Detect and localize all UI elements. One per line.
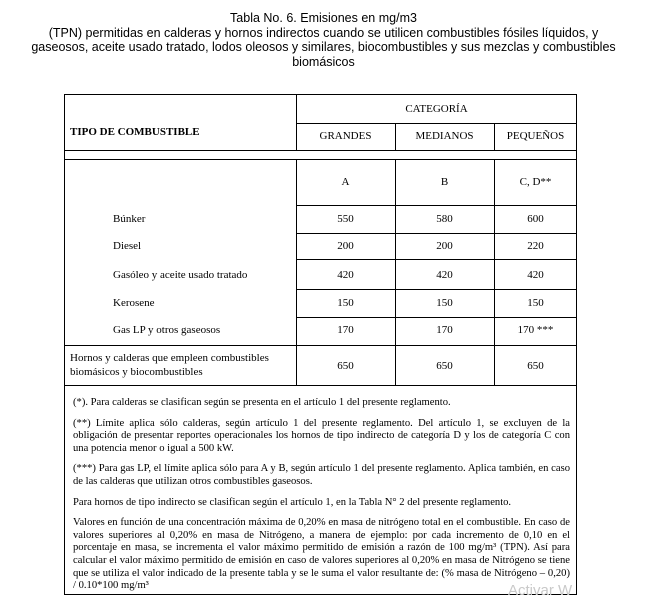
category-letter: B bbox=[440, 176, 449, 188]
table-cell: 170 *** bbox=[517, 324, 554, 336]
footnote: Para hornos de tipo indirecto se clasifican según el artículo 1, en la Tabla N° 2 del presente reglamento. bbox=[73, 496, 512, 508]
emissions-table bbox=[64, 94, 577, 595]
row-divider bbox=[296, 259, 577, 260]
category-header: CATEGORÍA bbox=[405, 103, 468, 115]
row-divider bbox=[296, 205, 577, 206]
table-cell: 550 bbox=[337, 213, 354, 225]
category-divider bbox=[296, 123, 577, 124]
caption-title: Tabla No. 6. Emisiones en mg/m3 bbox=[230, 11, 417, 25]
fuel-label: Gas LP y otros gaseosos bbox=[113, 324, 221, 336]
table-cell: 170 bbox=[436, 324, 453, 336]
row-divider bbox=[296, 289, 577, 290]
column-header-grandes: GRANDES bbox=[319, 130, 372, 142]
fuel-label-biomass: biomásicos y biocombustibles bbox=[70, 366, 203, 378]
table-cell: 420 bbox=[337, 269, 354, 281]
table-cell: 650 bbox=[527, 360, 544, 372]
caption-line: (TPN) permitidas en calderas y hornos indirectos cuando se utilicen combustibles fósiles líquidos, y bbox=[48, 25, 599, 40]
column-header-medianos: MEDIANOS bbox=[415, 130, 474, 142]
table-cell: 150 bbox=[527, 297, 544, 309]
fuel-label-biomass: Hornos y calderas que empleen combustibles bbox=[70, 352, 269, 364]
table-cell: 650 bbox=[436, 360, 453, 372]
footnote: (*). Para calderas se clasifican según se presenta en el artículo 1 del presente reglamento. bbox=[73, 397, 451, 408]
footnote: (***) Para gas LP, el límite aplica sólo para A y B, según artículo 1 del presente reglamento. Aplica también, en caso de las calderas que utilizan otros combustibles gaseosos. bbox=[73, 463, 570, 487]
fuel-type-header: TIPO DE COMBUSTIBLE bbox=[70, 126, 200, 138]
table-caption bbox=[0, 11, 647, 69]
column-header-pequenos: PEQUEÑOS bbox=[506, 130, 565, 142]
table-cell: 420 bbox=[436, 269, 453, 281]
header-divider bbox=[65, 150, 577, 151]
fuel-label: Diesel bbox=[113, 240, 142, 252]
row-divider bbox=[65, 345, 577, 346]
table-cell: 200 bbox=[436, 240, 453, 252]
table-cell: 580 bbox=[436, 213, 453, 225]
footnote: (**) Límite aplica sólo calderas, según artículo 1 del presente reglamento. Del artículo 1, se excluyen de la obligación de presentar reportes operacionales los hornos de tipo indirecto de categoría D y los de categoría C con una potencia menor o igual a 500 kW. bbox=[73, 417, 570, 454]
fuel-label: Gasóleo y aceite usado tratado bbox=[113, 269, 248, 281]
table-cell: 150 bbox=[436, 297, 453, 309]
table-cell: 220 bbox=[527, 240, 544, 252]
fuel-label: Búnker bbox=[113, 213, 146, 225]
table-cell: 650 bbox=[337, 360, 354, 372]
fuel-label: Kerosene bbox=[113, 297, 155, 309]
table-cell: 420 bbox=[527, 269, 544, 281]
caption-line: biomásicos bbox=[292, 54, 355, 69]
row-divider bbox=[296, 317, 577, 318]
table-notes bbox=[73, 397, 573, 601]
category-letter: C, D** bbox=[519, 176, 552, 188]
footnote: Valores en función de una concentración máxima de 0,20% en masa de nitrógeno total en el combustible. En caso de valores superiores al 0,20% en masa de Nitrógeno, a manera de ejemplo: por cada incremento de 0,10 en el porcentaje en masa, se incrementa el valor máximo permitido de emisión a razón de 100 mg/m³ (TPN). Así para calcular el valor máximo permitido de emisión en caso de valores superiores al 0,20% en masa de Nitrógeno se tiene que se utiliza el valor indicado de la presente tabla y se le suma el valor resultante de: (% masa de Nitrógeno – 0,20) / 0.10*100 mg/m³ bbox=[73, 517, 570, 592]
table-cell: 600 bbox=[527, 213, 544, 225]
table-cell: 200 bbox=[337, 240, 354, 252]
caption-line: gaseosos, aceite usado tratado, lodos oleosos y similares, biocombustibles y sus mezclas y combustibles bbox=[31, 40, 616, 54]
row-divider bbox=[296, 233, 577, 234]
table-cell: 170 bbox=[337, 324, 354, 336]
activation-watermark: Activar W bbox=[508, 582, 573, 599]
category-letter: A bbox=[341, 176, 350, 188]
notes-divider bbox=[65, 385, 577, 386]
table-cell: 150 bbox=[337, 297, 354, 309]
header-divider bbox=[65, 159, 577, 160]
